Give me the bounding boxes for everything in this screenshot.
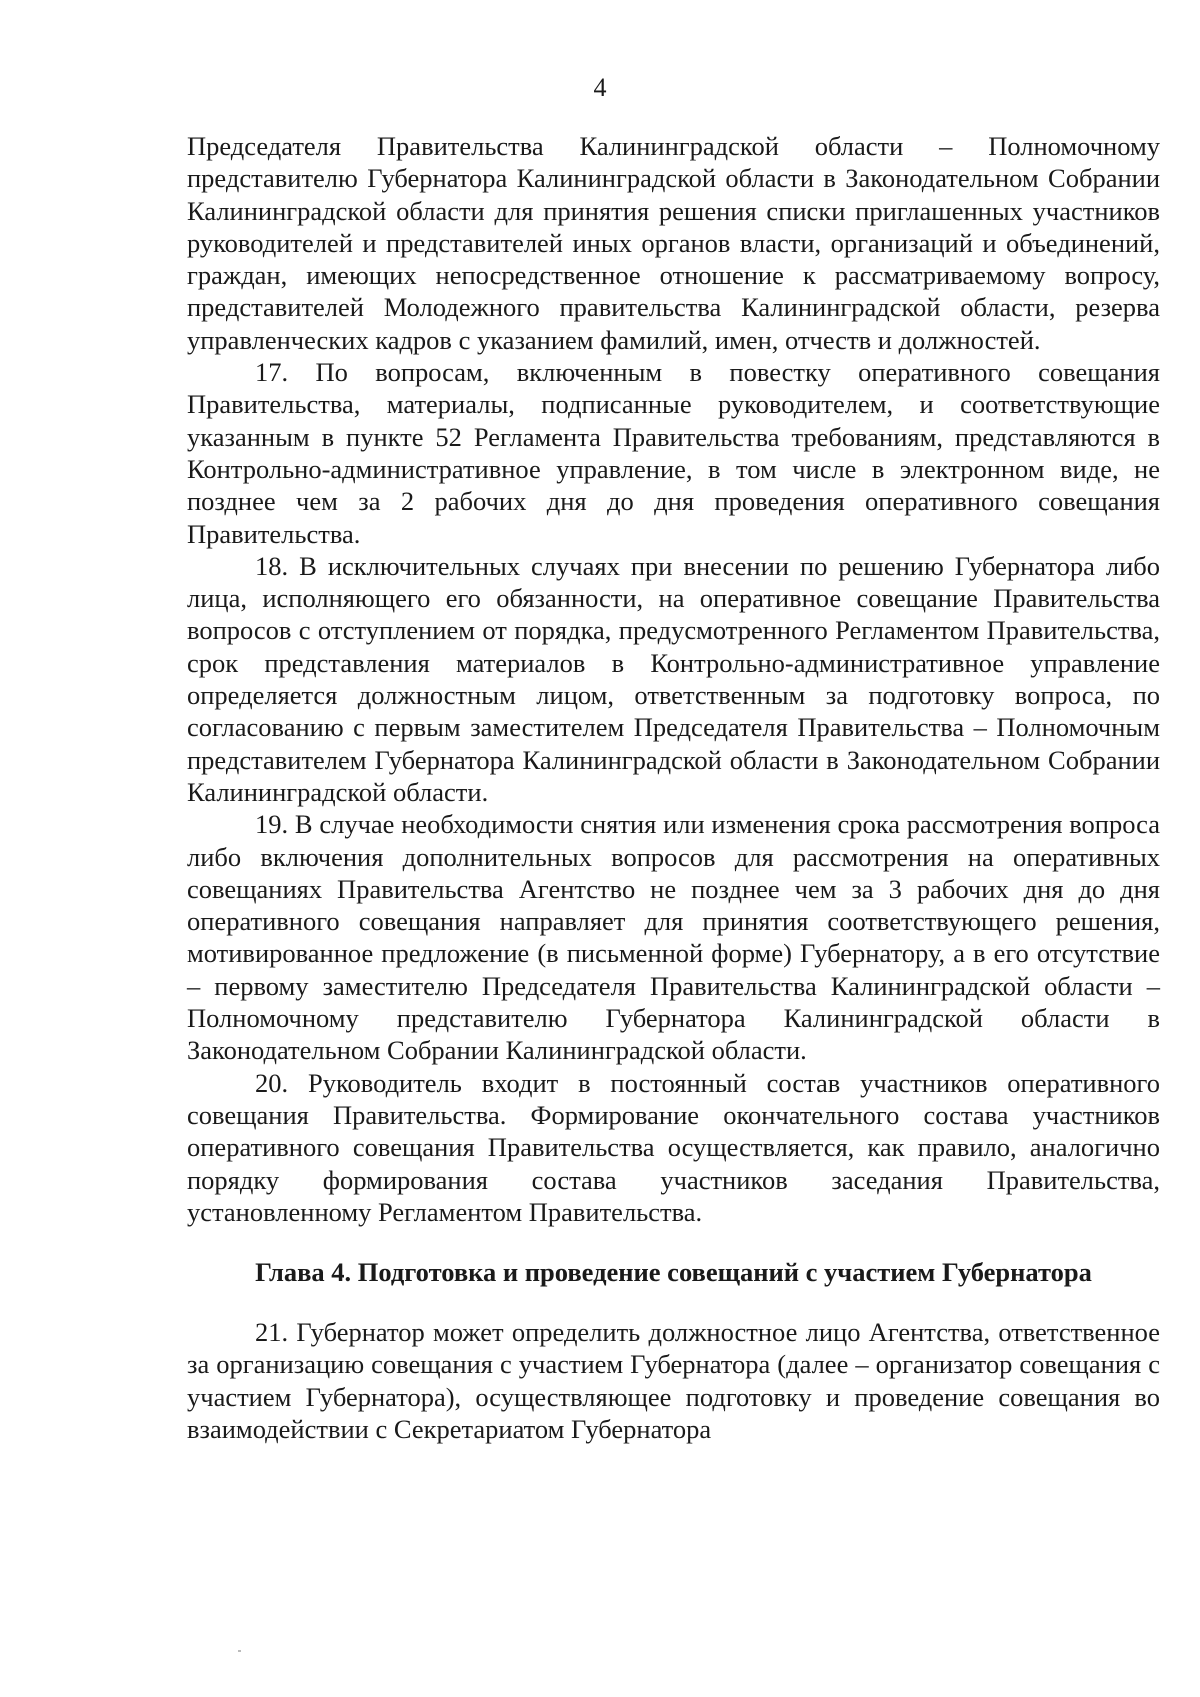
paragraph-18: 18. В исключительных случаях при внесении по решению Губернатора либо лица, исполняющего его обязанности, на оперативное совещание Правительства вопросов с отступлением от порядка, предусмотренного Регламентом Правительства, срок представления материалов в Контрольно-административное управление определяется должностным лицом, ответственным за подготовку вопроса, по согласованию с первым заместителем Председателя Правительства – Полномочным представителем Губернатора Калининградской области в Законодательном Собрании Калининградской области. (187, 550, 1160, 807)
scan-speck (238, 1650, 241, 1652)
paragraph-17: 17. По вопросам, включенным в повестку оперативного совещания Правительства, материалы, подписанные руководителем, и соответствующие указанным в пункте 52 Регламента Правительства требованиям, представляются в Контрольно-административное управление, в том числе в электронном виде, не позднее чем за 2 рабочих дня до дня проведения оперативного совещания Правительства. (187, 357, 1160, 549)
chapter-heading: Глава 4. Подготовка и проведение совещаний с участием Губернатора (255, 1257, 1092, 1288)
document-body (187, 130, 1160, 1445)
paragraph-19: 19. В случае необходимости снятия или изменения срока рассмотрения вопроса либо включения дополнительных вопросов для рассмотрения на оперативных совещаниях Правительства Агентство не позднее чем за 3 рабочих дня до дня оперативного совещания направляет для принятия соответствующего решения, мотивированное предложение (в письменной форме) Губернатору, а в его отсутствие – первому заместителю Председателя Правительства Калининградской области – Полномочному представителю Губернатора Калининградской области в Законодательном Собрании Калининградской области. (187, 809, 1160, 1066)
paragraph-21: 21. Губернатор может определить должностное лицо Агентства, ответственное за организацию совещания с участием Губернатора (далее – организатор совещания с участием Губернатора), осуществляющее подготовку и проведение совещания во взаимодействии с Секретариатом Губернатора (187, 1317, 1160, 1444)
page-number: 4 (593, 73, 607, 102)
paragraph-20: 20. Руководитель входит в постоянный состав участников оперативного совещания Правительства. Формирование окончательного состава участников оперативного совещания Правительства осуществляется, как правило, аналогично порядку формирования состава участников заседания Правительства, установленному Регламентом Правительства. (187, 1067, 1160, 1227)
paragraph-continuation: Председателя Правительства Калининградской области – Полномочному представителю Губернатора Калининградской области в Законодательном Собрании Калининградской области для принятия решения списки приглашенных участников руководителей и представителей иных органов власти, организаций и объединений, граждан, имеющих непосредственное отношение к рассматриваемому вопросу, представителей Молодежного правительства Калининградской области, резерва управленческих кадров с указанием фамилий, имен, отчеств и должностей. (187, 131, 1160, 355)
